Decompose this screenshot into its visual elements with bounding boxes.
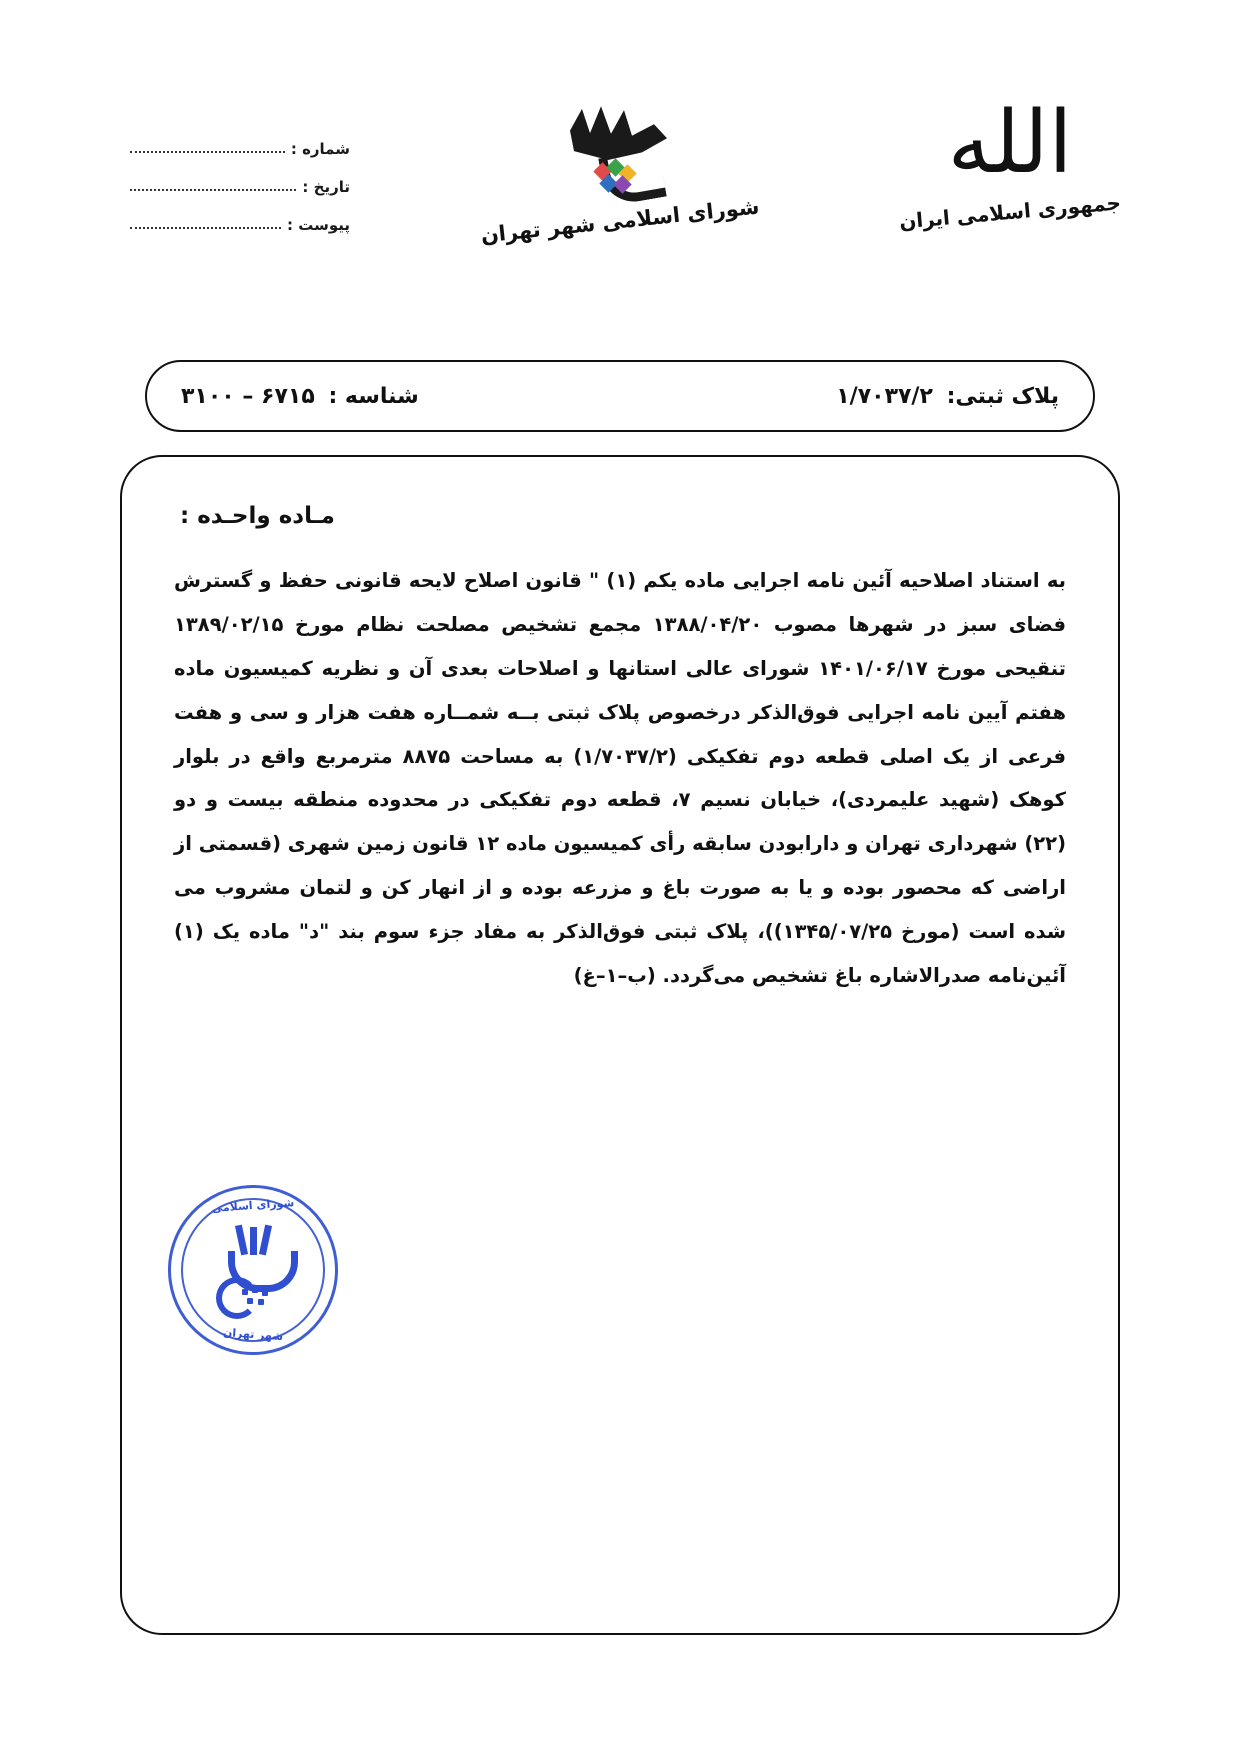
plate-label: پلاک ثبتی:	[946, 383, 1059, 409]
official-seal-icon	[168, 1185, 338, 1355]
meta-row-date	[130, 158, 350, 196]
meta-label-number: شماره :	[290, 140, 350, 158]
tehran-city-council-calligraphy-icon	[550, 95, 690, 205]
article-emphasis-word: باغ	[834, 963, 863, 987]
plate-field	[836, 384, 1059, 409]
identifier-label: شناسه :	[328, 383, 419, 409]
state-emblem	[880, 93, 1140, 234]
meta-row-number	[130, 120, 350, 158]
article-final-code: (ب–۱–غ)	[573, 963, 656, 987]
meta-dots-date	[130, 189, 296, 191]
article-title: مـاده واحـده :	[180, 503, 335, 529]
meta-label-date: تاریخ :	[302, 178, 350, 196]
identifier-value: ۶۷۱۵ – ۳۱۰۰	[181, 383, 315, 409]
meta-label-attachment: پیوست :	[286, 216, 350, 234]
plate-value: ۱/۷۰۳۷/۲	[836, 383, 933, 409]
seal-bottom-text: شهر تهران	[222, 1325, 284, 1344]
meta-row-attachment	[130, 196, 350, 234]
state-emblem-caption: جمهوری اسلامی ایران	[898, 190, 1122, 234]
seal-top-text: شورای اسلامی	[211, 1196, 295, 1215]
document-header	[0, 95, 1240, 315]
article-paragraph-text: به استناد اصلاحیه آئین نامه اجرایی ماده یکم (۱) " قانون اصلاح لایحه قانونی حفظ و گسترش فضای سبز در شهرها مصوب ۱۳۸۸/۰۴/۲۰ مجمع تشخیص مصلحت نظام مورخ ۱۳۸۹/۰۲/۱۵ تنقیحی مورخ ۱۴۰۱/۰۶/۱۷ شورای عالی استانها و اصلاحات بعدی آن و نظریه کمیسیون ماده هفتم آیین نامه اجرایی فوق‌الذکر درخصوص پلاک ثبتی بــه شمــاره هفت هزار و سی و هفت فرعی از یک اصلی قطعه دوم تفکیکی (۱/۷۰۳۷/۲) به مساحت ۸۸۷۵ مترمربع واقع در بلوار کوهک (شهید علیمردی)، خیابان نسیم ۷، قطعه دوم تفکیکی در محدوده منطقه بیست و دو (۲۲) شهرداری تهران و دارابودن سابقه رأی کمیسیون ماده ۱۲ قانون زمین شهری (قسمتی از اراضی که محصور بوده و یا به صورت باغ و مزرعه بوده و از انهار کن و لتمان مشروب می شده است (مورخ ۱۳۴۵/۰۷/۲۵))، پلاک ثبتی فوق‌الذکر به مفاد جزء سوم بند "د" ماده یک (۱) آئین‌نامه صدرالاشاره	[174, 569, 1067, 987]
council-emblem	[470, 95, 770, 295]
header-meta-block	[130, 120, 350, 234]
document-body	[120, 455, 1120, 1635]
article-paragraph	[174, 559, 1066, 998]
council-emblem-caption: شورای اسلامی شهر تهران	[479, 194, 761, 248]
identifier-field	[181, 384, 419, 409]
meta-dots-attachment	[130, 227, 281, 229]
article-paragraph-tail: تشخیص می‌گردد.	[655, 963, 835, 987]
iran-national-emblem-icon: الله	[947, 93, 1073, 193]
meta-dots-number	[130, 151, 285, 153]
identifier-bar	[145, 360, 1095, 432]
